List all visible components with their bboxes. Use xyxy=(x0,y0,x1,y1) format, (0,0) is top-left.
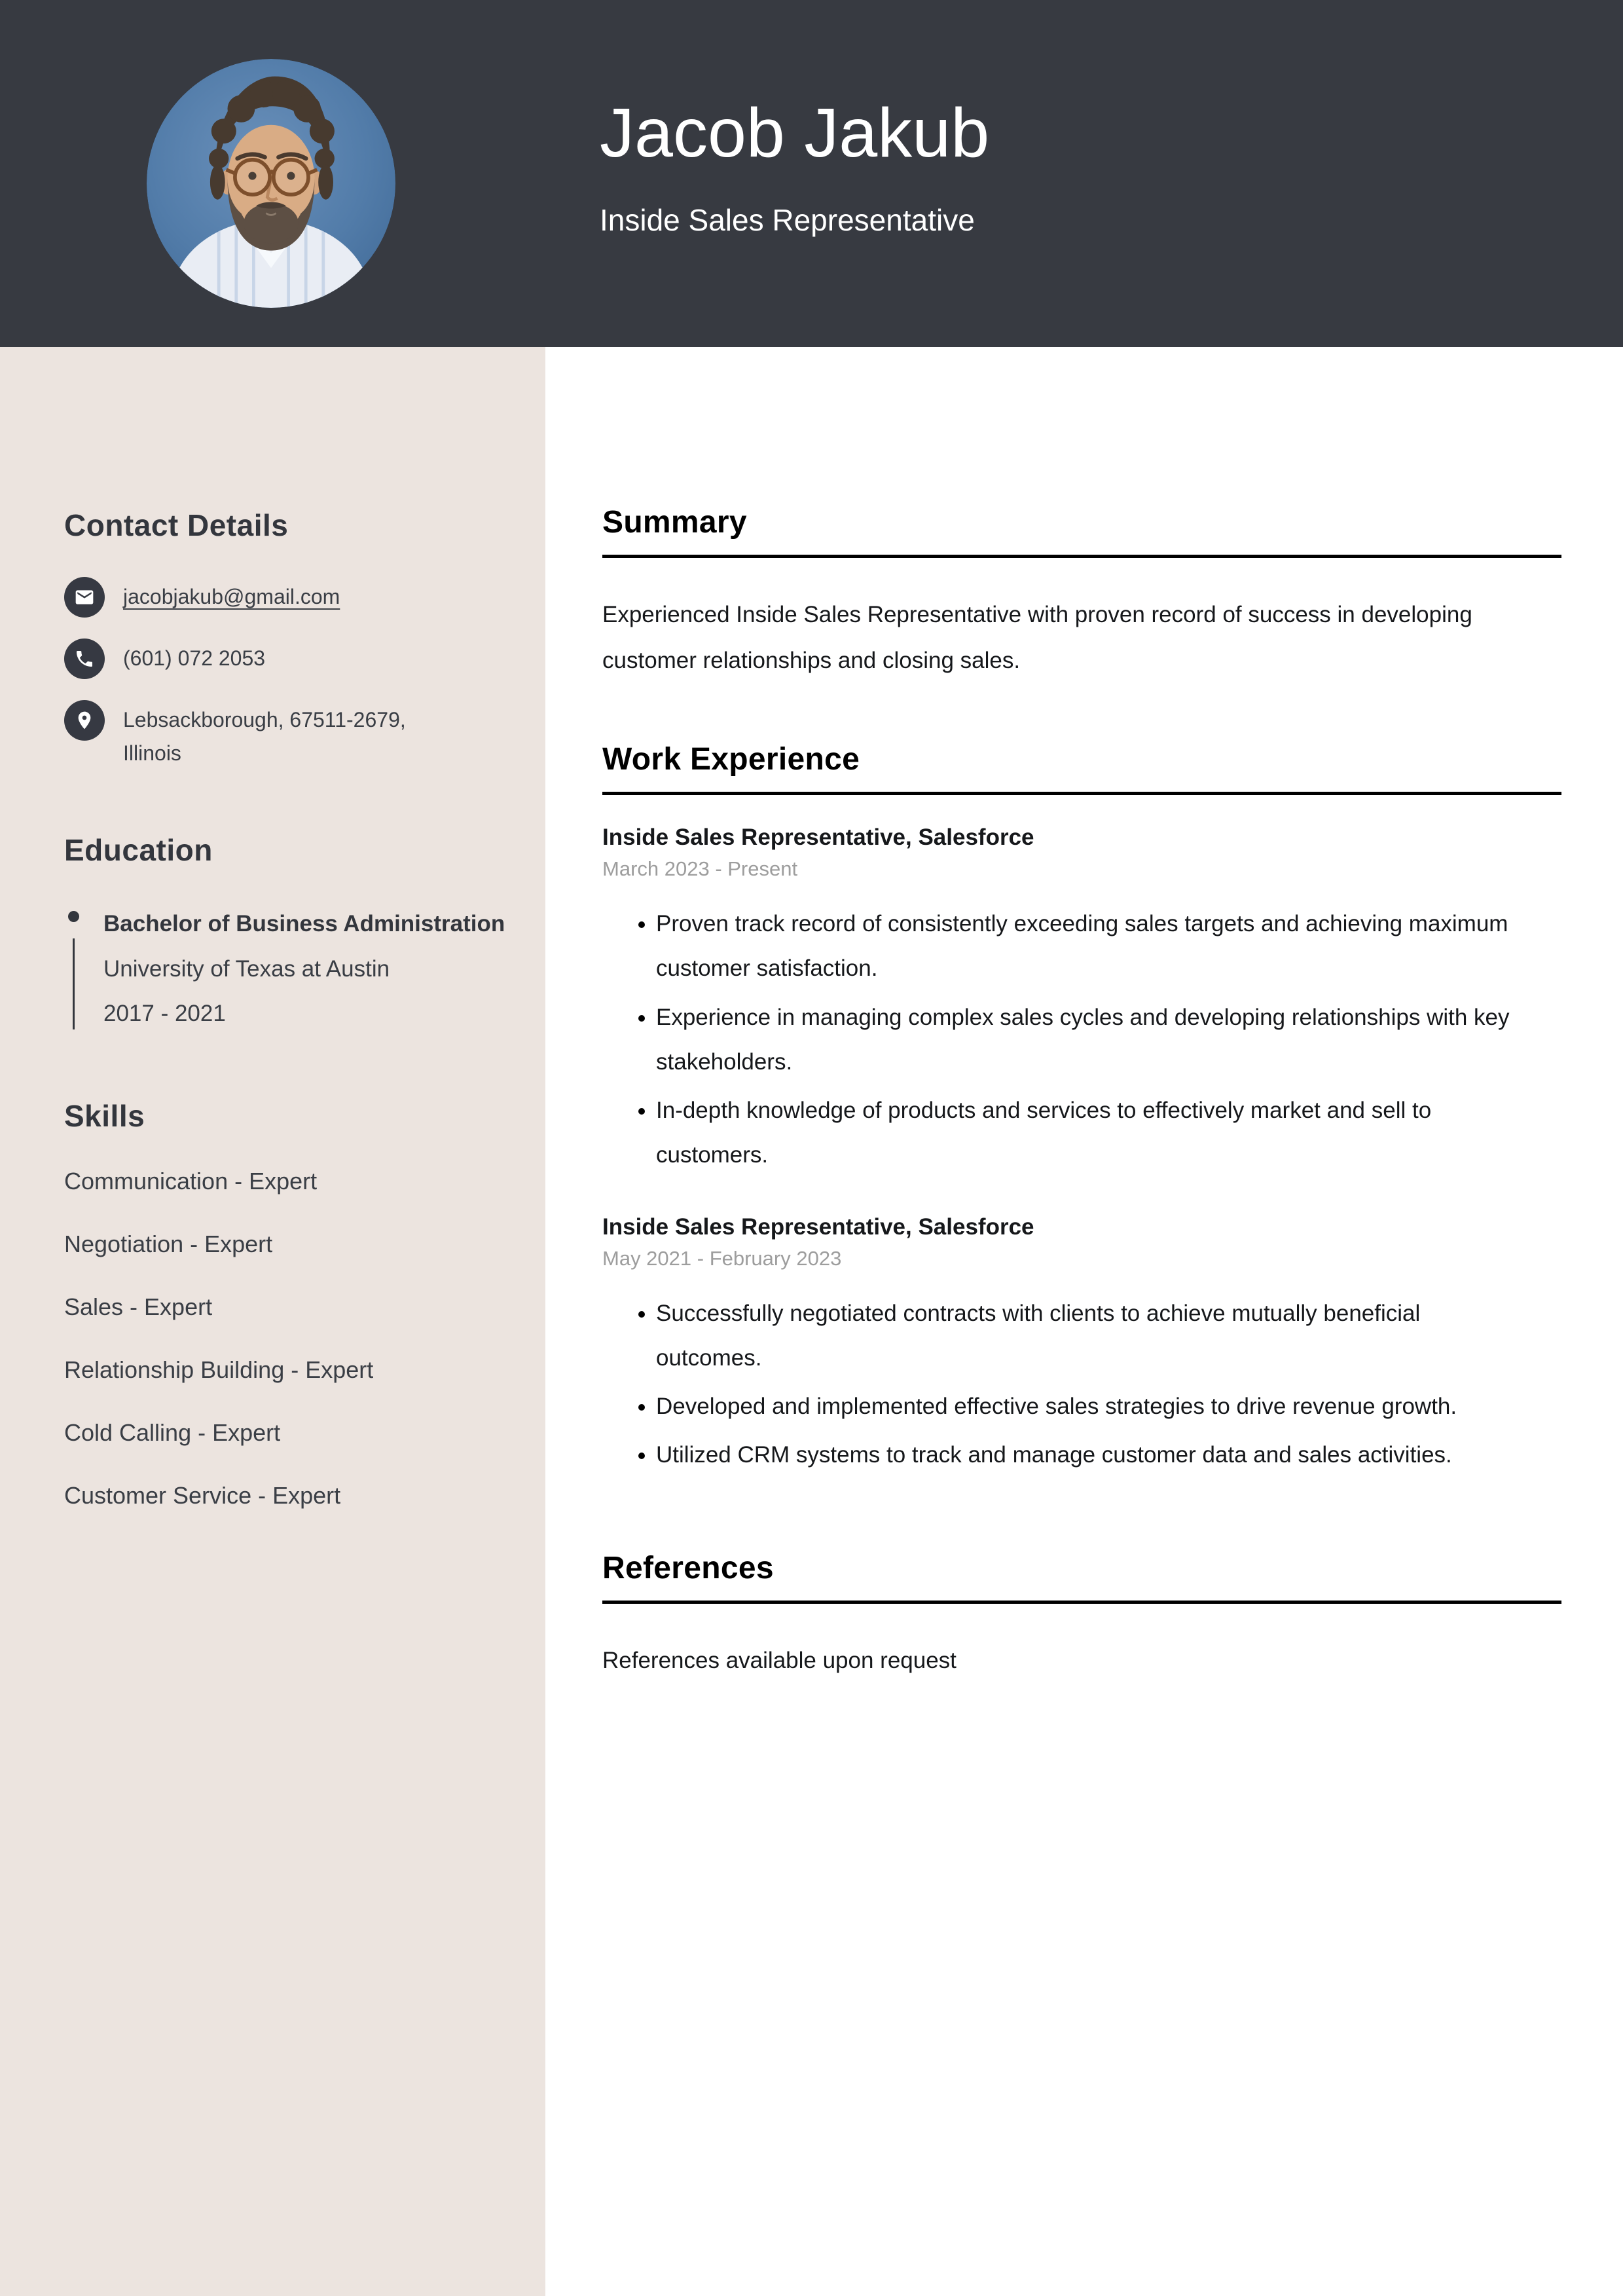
header xyxy=(0,0,1623,347)
education-school: University of Texas at Austin xyxy=(103,955,390,982)
contact-item-email xyxy=(64,577,506,618)
education-heading: Education xyxy=(64,833,213,868)
job-bullet: • In-depth knowledge of products and services to effectively market and sell to customers. xyxy=(656,1088,1519,1178)
summary-section xyxy=(602,504,1561,684)
education-timeline xyxy=(64,902,103,1036)
job-bullet: • Developed and implemented effective sales strategies to drive revenue growth. xyxy=(656,1384,1519,1429)
header-text xyxy=(600,94,990,238)
references-section xyxy=(602,1550,1561,1684)
body-columns xyxy=(0,347,1623,2296)
education-degree: Bachelor of Business Administration xyxy=(103,911,505,937)
skill-item: Cold Calling - Expert xyxy=(64,1419,281,1447)
job-bullet: • Utilized CRM systems to track and manage customer data and sales activities. xyxy=(656,1433,1519,1477)
job-entry-1 xyxy=(602,824,1561,1178)
skill-item: Communication - Expert xyxy=(64,1168,318,1195)
skill-list xyxy=(64,1168,506,1509)
work-experience-section xyxy=(602,741,1561,1478)
contact-heading: Contact Details xyxy=(64,508,289,542)
education-item xyxy=(64,902,506,1036)
skill-item: Relationship Building - Expert xyxy=(64,1356,374,1384)
references-text: References available upon request xyxy=(602,1647,957,1673)
job-title: Inside Sales Representative, Salesforce xyxy=(602,1213,1034,1240)
skills-heading: Skills xyxy=(64,1099,145,1134)
avatar xyxy=(147,59,395,308)
job-bullet-list xyxy=(602,1291,1519,1478)
summary-heading: Summary xyxy=(602,504,1561,558)
job-title: Inside Sales Representative, Salesforce xyxy=(602,824,1034,850)
page-title: Jacob Jakub xyxy=(600,94,990,172)
summary-text: Experienced Inside Sales Representative with proven record of success in developing customer relationships and closing sales. xyxy=(602,602,1472,673)
header-job-title: Inside Sales Representative xyxy=(600,203,975,238)
work-experience-heading: Work Experience xyxy=(602,741,1561,795)
job-bullet: • Proven track record of consistently exceeding sales targets and achieving maximum customer satisfaction. xyxy=(656,902,1519,991)
email-icon xyxy=(64,577,105,618)
job-bullet-list xyxy=(602,902,1519,1178)
timeline-line xyxy=(73,938,75,1029)
education-section xyxy=(64,832,506,1036)
job-entry-2 xyxy=(602,1214,1561,1478)
references-heading: References xyxy=(602,1550,1561,1604)
contact-item-phone xyxy=(64,639,506,679)
skill-item: Sales - Expert xyxy=(64,1293,213,1321)
sidebar xyxy=(0,347,545,2296)
phone-icon xyxy=(64,639,105,679)
skills-section xyxy=(64,1098,506,1509)
main-content xyxy=(545,347,1623,2296)
timeline-dot-icon xyxy=(68,911,79,922)
education-years: 2017 - 2021 xyxy=(103,1000,226,1026)
education-text xyxy=(103,902,505,1036)
profile-photo-illustration xyxy=(147,59,395,308)
job-dates: May 2021 - February 2023 xyxy=(602,1246,842,1270)
location-icon xyxy=(64,700,105,741)
job-dates: March 2023 - Present xyxy=(602,857,798,880)
phone-value: (601) 072 2053 xyxy=(123,646,266,670)
job-bullet: • Experience in managing complex sales cycles and developing relationships with key stakeholders. xyxy=(656,995,1519,1085)
contact-item-location xyxy=(64,700,506,770)
location-value: Lebsackborough, 67511-2679, Illinois xyxy=(123,708,406,766)
job-bullet: • Successfully negotiated contracts with clients to achieve mutually beneficial outcomes. xyxy=(656,1291,1519,1381)
skill-item: Negotiation - Expert xyxy=(64,1231,273,1258)
skill-item: Customer Service - Expert xyxy=(64,1482,341,1509)
contact-section xyxy=(64,508,506,770)
email-link[interactable]: jacobjakub@gmail.com xyxy=(123,585,340,608)
